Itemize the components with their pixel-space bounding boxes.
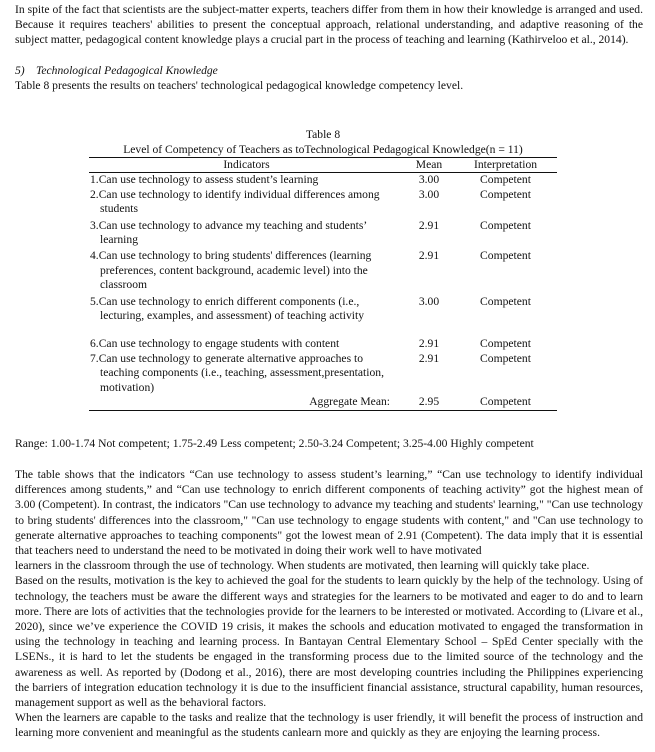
interpretation-value: Competent <box>480 173 531 187</box>
indicator-text: 2.Can use technology to identify individual differences among students <box>90 187 380 216</box>
analysis-section <box>15 467 643 741</box>
aggregate-mean: 2.95 <box>418 395 440 409</box>
indicator-text: 1.Can use technology to assess student’s learning <box>90 173 319 187</box>
interpretation-value: Competent <box>480 218 531 232</box>
table-row <box>89 173 557 188</box>
table-row <box>89 247 557 292</box>
section-lead: Table 8 presents the results on teachers' technological pedagogical knowledge competency level. <box>15 78 464 92</box>
table-spacer-row <box>89 323 557 337</box>
analysis-paragraph-1: The table shows that the indicators “Can use technology to assess student’s learning,” “Can use technology to identify individual differences among students,” and “Can use technology to enrich different components of teaching activity” got the highest mean of 3.00 (Competent). In contrast, the indicators "Can use technology to advance my teaching and students' learning," "Can use technology to bring students' differences into the classroom," "Can use technology to engage students with content," and "Can use technology to generate alternative approaches to teaching components" got the lowest mean of 2.91 (Competent). The data imply that it is essential that teachers need to understand the need to be motivated in doing their work well to have motivated <box>15 468 643 558</box>
interpretation-value: Competent <box>480 187 531 201</box>
section-number: 5) <box>15 63 25 77</box>
header-indicators: Indicators <box>223 158 270 171</box>
interpretation-value: Competent <box>480 351 531 365</box>
mean-value: 2.91 <box>418 249 440 263</box>
table-label: Table 8 <box>305 128 341 141</box>
aggregate-interpretation: Competent <box>480 395 531 409</box>
analysis-paragraph-2: Based on the results, motivation is the key to achieved the goal for the students to learn quickly by the help of the technology. Using of technology, the teachers must be aware the different ways and strategies for the learners to be motivated and eager to do and to learn more. There are lots of activities that the technologies provide for the learners to be interested or motivated. According to (Livare et al., 2020), since we’ve experience the COVID 19 crisis, it makes the schools and education motivated to engaged the transformation in using the technology in teaching and learning process. In Bantayan Central Elementary School – SpEd Center specially with the LSENs., it is hard to let the students be engaged in the transforming process due to the limited source of the technology and the awareness as well. As reported by (Dodong et al., 2016), there are most developing countries including the Philippines experiencing the barriers of integration education technology it is due to the insufficient financial assistance, structural capability, human resources, management support as well as the behavioral factors. <box>15 574 643 710</box>
section-heading <box>15 63 643 78</box>
table-title: Level of Competency of Teachers as toTechnological Pedagogical Knowledge(n = 11) <box>123 142 523 156</box>
header-interpretation: Interpretation <box>473 158 538 171</box>
interpretation-value: Competent <box>480 294 531 308</box>
mean-value: 3.00 <box>418 187 440 201</box>
analysis-paragraph-3: When the learners are capable to the tasks and realize that the technology is user friendly, it will benefit the process of instruction and learning more convenient and meaningful as the students canlearn more and quickly as they are enjoying the learning process. <box>15 711 643 740</box>
table-row <box>89 188 557 217</box>
mean-value: 2.91 <box>418 351 440 365</box>
mean-value: 3.00 <box>418 294 440 308</box>
analysis-paragraph-1-end: learners in the classroom through the use of technology. When students are motivated, then learning will quickly take place. <box>15 559 590 573</box>
table-row <box>89 337 557 351</box>
aggregate-row <box>89 395 557 410</box>
indicator-text: 3.Can use technology to advance my teaching and students’ learning <box>90 218 367 247</box>
mean-value: 3.00 <box>418 173 440 187</box>
range-note: Range: 1.00-1.74 Not competent; 1.75-2.49 Less competent; 2.50-3.24 Competent; 3.25-4.00 Highly competent <box>15 437 534 450</box>
section-title: Technological Pedagogical Knowledge <box>36 63 218 77</box>
header-mean: Mean <box>415 158 443 171</box>
table-row <box>89 293 557 324</box>
intro-paragraph: In spite of the fact that scientists are the subject-matter experts, teachers differ from them in how their knowledge is arranged and used. Because it requires teachers' abilities to present the conceptual approach, relational understanding, and adaptive reasoning of the subject matter, pedagogical content knowledge plays a crucial part in the process of teaching and learning (Kathirveloo et al., 2014). <box>15 3 643 47</box>
aggregate-label: Aggregate Mean: <box>309 395 390 409</box>
table-row <box>89 352 557 395</box>
competency-table <box>89 157 557 411</box>
document-page <box>15 2 643 93</box>
indicator-text: 4.Can use technology to bring students' differences (learning preferences, content background, academic level) into the classroom <box>90 249 372 292</box>
mean-value: 2.91 <box>418 218 440 232</box>
indicator-text: 7.Can use technology to generate alternative approaches to teaching components (i.e., teaching, assessment,presentation, motivation) <box>90 351 384 394</box>
table-row <box>89 217 557 248</box>
indicator-text: 6.Can use technology to engage students with content <box>90 337 340 351</box>
mean-value: 2.91 <box>418 337 440 351</box>
table-8 <box>89 128 557 411</box>
table-header-row <box>89 158 557 173</box>
interpretation-value: Competent <box>480 337 531 351</box>
indicator-text: 5.Can use technology to enrich different components (i.e., lecturing, examples, and assessment) of teaching activity <box>90 294 364 323</box>
interpretation-value: Competent <box>480 249 531 263</box>
